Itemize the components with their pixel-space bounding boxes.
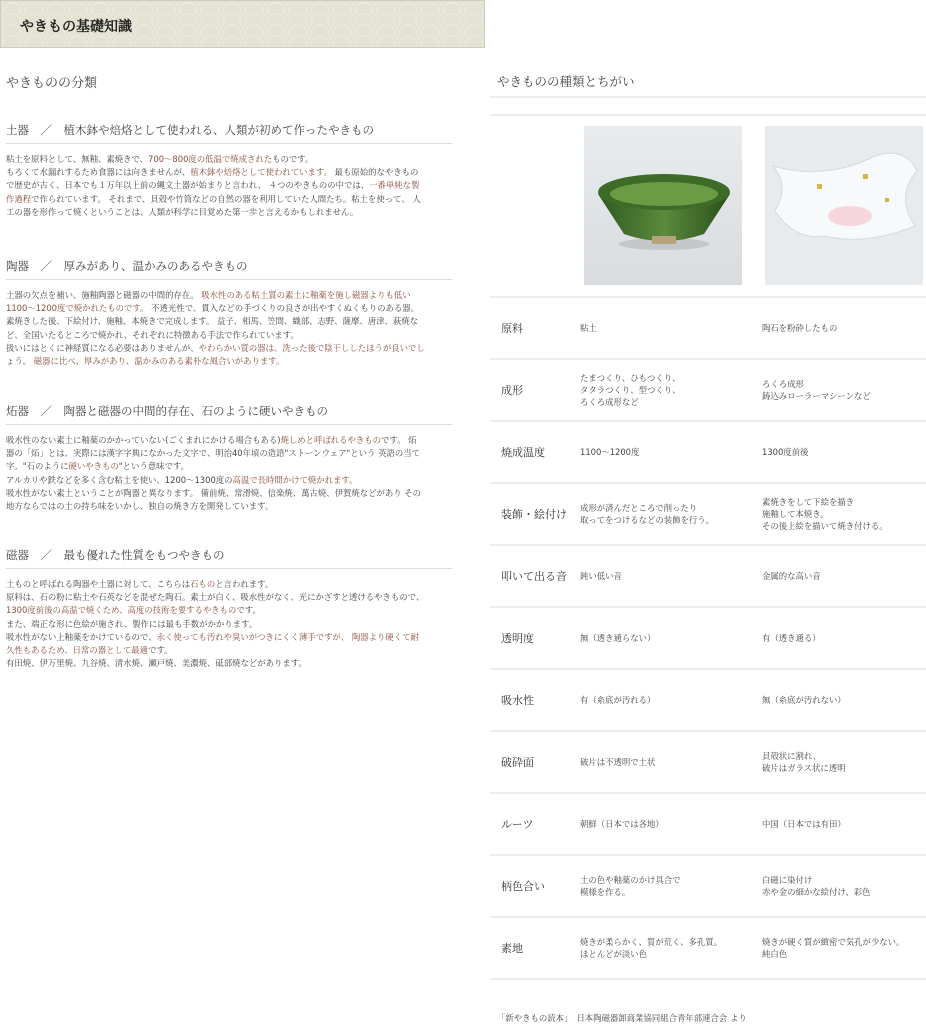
body-text: もろくて水漏れするため食器には向きませんが、 <box>6 167 191 178</box>
text-line <box>6 591 452 604</box>
divider <box>490 114 926 116</box>
highlighted-text: 植木鉢や焙烙として使われています。 <box>190 167 332 178</box>
porcelain-plate-image <box>765 126 923 285</box>
body-text: 吸水性がない上釉薬をかけているので、 <box>6 631 157 642</box>
body-text: 扱いにはとくに神経質になる必要はありませんが、 <box>6 342 199 353</box>
table-row <box>490 854 926 916</box>
highlighted-text: 硬いやきもの <box>68 461 119 472</box>
body-text: 器の「炻」とは、実際には漢字字典になかった文字で、明治40年頃の造語"ストーンウェア"という 英語の当て <box>6 448 420 459</box>
body-text: ょう。 <box>6 356 34 367</box>
highlighted-text: 700〜800度の低温で焼成された <box>148 154 273 164</box>
table-row <box>490 606 926 668</box>
highlighted-text: 高温で長時間かけて焼かれます。 <box>232 474 358 485</box>
row-label: 破砕面 <box>501 756 534 769</box>
section-body <box>6 153 452 219</box>
earthenware-cell: 無（透き通らない） <box>580 633 656 643</box>
section-toki <box>6 258 452 368</box>
page-title: やきもの基礎知識 <box>20 19 132 35</box>
porcelain-cell: 有（透き通る） <box>762 633 821 643</box>
row-label: 原料 <box>501 322 523 335</box>
text-line <box>6 206 452 219</box>
section-jiki <box>6 547 452 670</box>
section-doki <box>6 122 452 219</box>
body-text: と言われます。 <box>215 579 274 589</box>
highlighted-text: 磁器に比べ、厚みがあり、温かみのある素朴な風合いがあります。 <box>33 356 285 367</box>
porcelain-cell: 1300度前後 <box>762 447 809 457</box>
table-row <box>490 916 926 980</box>
porcelain-cell: ろくろ成形 鋳込みローラーマシーンなど <box>762 379 871 401</box>
highlighted-text: 作過程 <box>6 193 32 204</box>
row-label: 叩いて出る音 <box>501 570 567 583</box>
text-line <box>6 315 452 328</box>
row-label: 透明度 <box>501 632 534 645</box>
row-label: 素地 <box>501 942 523 955</box>
row-label: 焼成温度 <box>501 446 545 459</box>
porcelain-cell: 白磁に染付け 赤や金の細かな絵付け、彩色 <box>762 875 871 897</box>
body-text: 最も原始的なやきもの <box>331 167 419 178</box>
body-text: です。 <box>236 605 261 616</box>
body-text: また、端正な形に色絵が施され、製作には最も手数がかかります。 <box>6 618 258 629</box>
text-line <box>6 644 452 657</box>
section-body <box>6 289 452 368</box>
text-line <box>6 355 452 368</box>
body-text: 工の器を形作って焼くということは、人類が科学に目覚めた第一歩と言えるかもしれません。 <box>6 206 359 217</box>
classification-title: やきものの分類 <box>6 76 98 91</box>
table-row <box>490 792 926 854</box>
porcelain-cell: 素焼きをして下絵を描き 施釉して本焼き。 その後上絵を描いて焼き付ける。 <box>762 497 888 531</box>
earthenware-cell: 朝鮮（日本では各地） <box>580 819 664 829</box>
section-heading: 磁器 ／ 最も優れた性質をもつやきもの <box>6 547 452 569</box>
table-row <box>490 482 926 544</box>
text-line <box>6 153 452 166</box>
earthenware-cell: 成形が済んだところで削ったり 取ってをつけるなどの装飾を行う。 <box>580 503 714 525</box>
text-line <box>6 500 452 513</box>
comparison-table <box>490 296 926 980</box>
highlighted-text: 石もの <box>190 579 216 589</box>
highlighted-text: 一番単純な製 <box>369 180 420 191</box>
text-line <box>6 460 452 473</box>
row-label: 柄色合い <box>501 880 545 893</box>
earthenware-cell: 有（糸底が汚れる） <box>580 695 656 705</box>
earthenware-cell: 粘土 <box>580 323 597 333</box>
body-text: 地方ならではの土の持ち味をいかし、独自の焼き方を開発しています。 <box>6 501 274 512</box>
source-credit: 「新やきもの読本」 日本陶磁器卸商業協同組合青年部連合会 より <box>497 1013 747 1023</box>
comparison-title: やきものの種類とちがい <box>497 74 635 89</box>
body-text: 有田焼、伊万里焼、九谷焼、清水焼、瀬戸焼、美濃焼、砥部焼などがあります。 <box>6 658 307 669</box>
body-text: です。 <box>148 645 173 656</box>
section-heading: 土器 ／ 植木鉢や焙烙として使われる、人類が初めて作ったやきもの <box>6 122 452 144</box>
body-text: で作られています。 それまで、貝殻や竹筒などの自然の器を利用していた人間たち。粘土を使って、 人 <box>31 193 421 204</box>
header-banner <box>0 0 485 48</box>
porcelain-cell: 中国（日本では有田） <box>762 819 846 829</box>
body-text: 字。"石のように <box>6 461 69 472</box>
porcelain-cell: 陶石を粉砕したもの <box>762 323 838 333</box>
row-label: 成形 <box>501 384 523 397</box>
text-line <box>6 447 452 460</box>
earthenware-cell: 鈍い低い音 <box>580 571 622 581</box>
body-text: 素焼きした後、下絵付け、施釉、本焼きで完成します。 益子、相馬、笠間、織部、志野、薩摩、唐津、萩焼な <box>6 316 419 327</box>
body-text: "という意味です。 <box>118 461 189 472</box>
section-heading: 炻器 ／ 陶器と磁器の中間的存在、石のように硬いやきもの <box>6 403 452 425</box>
highlighted-text: 1300度前後の高温で焼くため、高度の技術を要するやきもの <box>6 605 237 616</box>
earthenware-cell: たまつくり、ひもつくり、 タタラつくり、型つくり、 ろくろ成形など <box>580 373 681 407</box>
table-row <box>490 420 926 482</box>
porcelain-cell: 無（糸底が汚れない） <box>762 695 846 705</box>
body-text: ど、全国いたるところで焼かれ、それぞれに特徴ある手法で作られています。 <box>6 329 299 340</box>
body-text: で歴史が古く、日本でも１万年以上前の縄文土器が始まりと言われ、 ４つのやきものの中では、 <box>6 180 370 191</box>
body-text: 吸水性がない素土ということが陶器と異なります。 備前焼、常滑焼、信楽焼、萬古焼、伊賀焼などがあり その <box>6 487 422 498</box>
earthenware-cell: 1100〜1200度 <box>580 447 640 457</box>
body-text: 粘土を原料として、無釉、素焼きで、 <box>6 154 149 164</box>
body-text: ものです。 <box>272 154 314 164</box>
highlighted-text: 永く使っても汚れや臭いがつきにくく薄手ですが、 <box>156 631 350 642</box>
body-text: 原料は、石の粉に粘土や石英などを混ぜた陶石。素土が白く、吸水性がなく、光にかざすと透けるやきもので、 <box>6 592 425 603</box>
table-row <box>490 730 926 792</box>
text-line <box>6 474 452 487</box>
porcelain-cell: 貝殻状に割れ、 破片はガラス状に透明 <box>762 751 846 773</box>
body-text: 吸水性のない素土に釉薬のかかっていない(ごくまれにかける場合もある) <box>6 435 281 445</box>
row-label: 吸水性 <box>501 694 534 707</box>
body-text: 土ものと呼ばれる陶器や土器に対して、こちらは <box>6 579 191 589</box>
text-line <box>6 342 452 355</box>
highlighted-text: 吸水性のある粘土質の素土に釉薬を施し磁器よりも低い <box>201 290 411 300</box>
section-heading: 陶器 ／ 厚みがあり、温かみのあるやきもの <box>6 258 452 280</box>
section-body <box>6 578 452 670</box>
pottery-bowl-image <box>584 126 742 285</box>
text-line <box>6 329 452 342</box>
body-text: です。 炻 <box>381 435 417 445</box>
porcelain-cell: 焼きが硬く質が緻密で気孔が少ない。 純白色 <box>762 937 905 959</box>
earthenware-cell: 焼きが柔らかく、質が荒く、多孔質。 ほとんどが淡い色 <box>580 937 723 959</box>
row-label: ルーツ <box>501 818 534 831</box>
text-line <box>6 302 452 315</box>
highlighted-text: やわらかい質の器は、洗った後で陰干ししたほうが良いでし <box>198 342 425 353</box>
porcelain-cell: 金属的な高い音 <box>762 571 821 581</box>
text-line <box>6 289 452 302</box>
text-line <box>6 179 452 192</box>
highlighted-text: 1100〜1200度で焼かれたものです。 <box>6 303 149 314</box>
text-line <box>6 631 452 644</box>
text-line <box>6 604 452 617</box>
table-row <box>490 668 926 730</box>
body-text: 不透光性で、貫入などの手づくりの良さが出やすくぬくもりのある器。 <box>148 303 419 314</box>
earthenware-cell: 土の色や釉薬のかけ具合で 模様を作る。 <box>580 875 681 897</box>
highlighted-text: 陶器より硬くて耐 <box>351 631 419 642</box>
text-line <box>6 193 452 206</box>
body-text: 土器の欠点を補い、施釉陶器と磁器の中間的存在。 <box>6 290 202 300</box>
row-label: 装飾・絵付け <box>501 508 567 521</box>
earthenware-cell: 破片は不透明で土状 <box>580 757 656 767</box>
body-text: アルカリや鉄などを多く含む粘土を使い、1200〜1300度の <box>6 474 233 485</box>
text-line <box>6 487 452 500</box>
section-sekki <box>6 403 452 513</box>
text-line <box>6 434 452 447</box>
table-row <box>490 358 926 420</box>
text-line <box>6 166 452 179</box>
table-row <box>490 544 926 606</box>
table-row <box>490 296 926 358</box>
highlighted-text: 焼しめと呼ばれるやきもの <box>280 435 382 445</box>
text-line <box>6 618 452 631</box>
divider <box>490 96 926 98</box>
text-line <box>6 657 452 670</box>
highlighted-text: 久性もあるため、日常の器として最適 <box>6 645 149 656</box>
text-line <box>6 578 452 591</box>
section-body <box>6 434 452 513</box>
